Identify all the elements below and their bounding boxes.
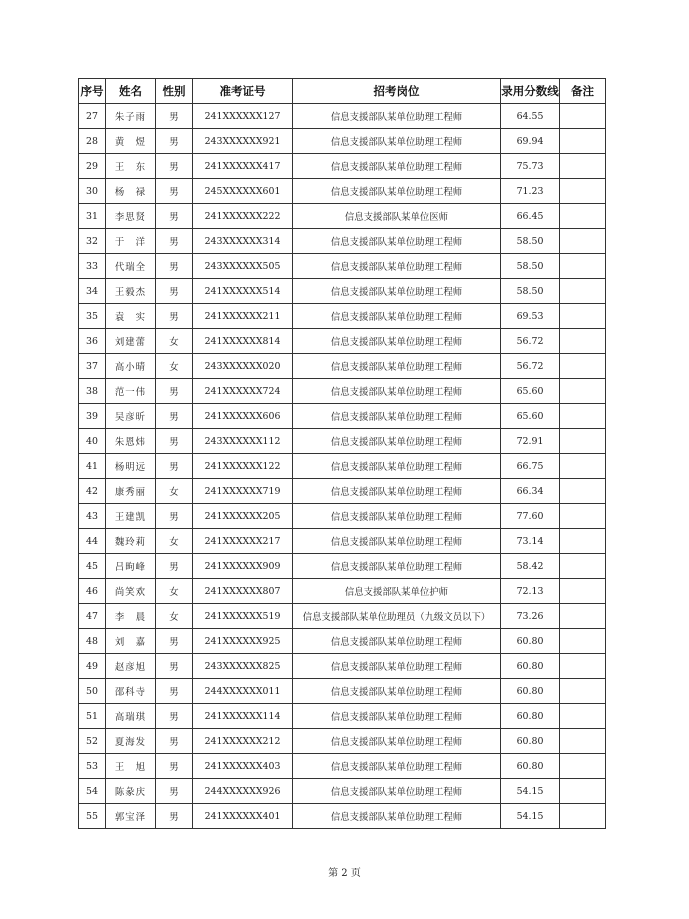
cell-exam-id: 241XXXXXX514 — [193, 279, 293, 304]
cell-index: 51 — [79, 704, 106, 729]
cell-gender: 男 — [156, 554, 193, 579]
cell-exam-id: 244XXXXXX011 — [193, 679, 293, 704]
cell-score: 60.80 — [501, 654, 560, 679]
cell-remarks — [560, 679, 606, 704]
cell-gender: 男 — [156, 229, 193, 254]
table-row — [79, 429, 606, 454]
cell-score: 72.13 — [501, 579, 560, 604]
cell-gender: 男 — [156, 154, 193, 179]
cell-gender: 男 — [156, 754, 193, 779]
cell-position: 信息支援部队某单位助理工程师 — [293, 404, 501, 429]
cell-index: 30 — [79, 179, 106, 204]
page-number: 第 2 页 — [328, 868, 361, 879]
cell-position: 信息支援部队某单位助理工程师 — [293, 329, 501, 354]
cell-index: 37 — [79, 354, 106, 379]
cell-exam-id: 241XXXXXX925 — [193, 629, 293, 654]
cell-position: 信息支援部队某单位助理工程师 — [293, 379, 501, 404]
cell-index: 32 — [79, 229, 106, 254]
cell-exam-id: 241XXXXXX122 — [193, 454, 293, 479]
cell-gender: 女 — [156, 529, 193, 554]
header-position: 招考岗位 — [293, 79, 501, 104]
cell-remarks — [560, 604, 606, 629]
cell-index: 39 — [79, 404, 106, 429]
cell-position: 信息支援部队某单位助理工程师 — [293, 704, 501, 729]
cell-exam-id: 243XXXXXX921 — [193, 129, 293, 154]
cell-gender: 女 — [156, 329, 193, 354]
cell-index: 52 — [79, 729, 106, 754]
cell-score: 58.50 — [501, 279, 560, 304]
cell-name: 杨明远 — [106, 454, 156, 479]
header-exam-id: 准考证号 — [193, 79, 293, 104]
table-row — [79, 704, 606, 729]
cell-remarks — [560, 329, 606, 354]
cell-position: 信息支援部队某单位医师 — [293, 204, 501, 229]
table-row — [79, 304, 606, 329]
cell-exam-id: 243XXXXXX505 — [193, 254, 293, 279]
cell-index: 27 — [79, 104, 106, 129]
cell-exam-id: 241XXXXXX814 — [193, 329, 293, 354]
cell-score: 56.72 — [501, 354, 560, 379]
table-row — [79, 179, 606, 204]
cell-gender: 男 — [156, 654, 193, 679]
cell-exam-id: 241XXXXXX127 — [193, 104, 293, 129]
cell-score: 72.91 — [501, 429, 560, 454]
cell-remarks — [560, 479, 606, 504]
cell-score: 77.60 — [501, 504, 560, 529]
cell-gender: 男 — [156, 629, 193, 654]
cell-score: 71.23 — [501, 179, 560, 204]
cell-name: 夏海发 — [106, 729, 156, 754]
cell-score: 60.80 — [501, 754, 560, 779]
cell-position: 信息支援部队某单位助理工程师 — [293, 179, 501, 204]
cell-position: 信息支援部队某单位护师 — [293, 579, 501, 604]
cell-position: 信息支援部队某单位助理工程师 — [293, 729, 501, 754]
cell-index: 53 — [79, 754, 106, 779]
cell-index: 29 — [79, 154, 106, 179]
header-score: 录用分数线 — [501, 79, 560, 104]
cell-remarks — [560, 354, 606, 379]
cell-index: 28 — [79, 129, 106, 154]
cell-position: 信息支援部队某单位助理工程师 — [293, 754, 501, 779]
cell-name: 高小晴 — [106, 354, 156, 379]
table-row — [79, 129, 606, 154]
cell-score: 69.53 — [501, 304, 560, 329]
cell-name: 黄 煜 — [106, 129, 156, 154]
cell-gender: 男 — [156, 279, 193, 304]
table-row — [79, 154, 606, 179]
table-row — [79, 729, 606, 754]
cell-position: 信息支援部队某单位助理工程师 — [293, 554, 501, 579]
table-row — [79, 279, 606, 304]
table-row — [79, 454, 606, 479]
cell-remarks — [560, 804, 606, 829]
cell-name: 朱恩炜 — [106, 429, 156, 454]
cell-position: 信息支援部队某单位助理工程师 — [293, 254, 501, 279]
cell-gender: 女 — [156, 354, 193, 379]
cell-exam-id: 241XXXXXX417 — [193, 154, 293, 179]
cell-exam-id: 241XXXXXX205 — [193, 504, 293, 529]
cell-index: 46 — [79, 579, 106, 604]
cell-exam-id: 241XXXXXX807 — [193, 579, 293, 604]
cell-score: 65.60 — [501, 404, 560, 429]
cell-gender: 女 — [156, 479, 193, 504]
cell-position: 信息支援部队某单位助理工程师 — [293, 479, 501, 504]
cell-exam-id: 241XXXXXX114 — [193, 704, 293, 729]
cell-gender: 女 — [156, 579, 193, 604]
cell-score: 56.72 — [501, 329, 560, 354]
cell-position: 信息支援部队某单位助理员（九级文员以下） — [293, 604, 501, 629]
cell-remarks — [560, 279, 606, 304]
cell-remarks — [560, 179, 606, 204]
cell-score: 66.75 — [501, 454, 560, 479]
table-row — [79, 754, 606, 779]
cell-exam-id: 241XXXXXX401 — [193, 804, 293, 829]
cell-index: 48 — [79, 629, 106, 654]
cell-index: 47 — [79, 604, 106, 629]
table-row — [79, 104, 606, 129]
cell-remarks — [560, 254, 606, 279]
cell-score: 66.34 — [501, 479, 560, 504]
cell-score: 54.15 — [501, 779, 560, 804]
cell-gender: 男 — [156, 504, 193, 529]
cell-score: 73.14 — [501, 529, 560, 554]
cell-gender: 男 — [156, 204, 193, 229]
cell-position: 信息支援部队某单位助理工程师 — [293, 779, 501, 804]
cell-gender: 男 — [156, 404, 193, 429]
cell-exam-id: 241XXXXXX403 — [193, 754, 293, 779]
cell-remarks — [560, 529, 606, 554]
cell-score: 60.80 — [501, 704, 560, 729]
cell-index: 42 — [79, 479, 106, 504]
cell-remarks — [560, 579, 606, 604]
table-row — [79, 529, 606, 554]
cell-name: 王毅杰 — [106, 279, 156, 304]
cell-remarks — [560, 204, 606, 229]
table-row — [79, 804, 606, 829]
cell-name: 尚笑欢 — [106, 579, 156, 604]
cell-position: 信息支援部队某单位助理工程师 — [293, 104, 501, 129]
cell-remarks — [560, 454, 606, 479]
cell-index: 44 — [79, 529, 106, 554]
cell-index: 35 — [79, 304, 106, 329]
cell-exam-id: 243XXXXXX020 — [193, 354, 293, 379]
cell-name: 代瑞全 — [106, 254, 156, 279]
cell-score: 60.80 — [501, 679, 560, 704]
cell-name: 杨 禄 — [106, 179, 156, 204]
cell-index: 36 — [79, 329, 106, 354]
cell-gender: 女 — [156, 604, 193, 629]
cell-gender: 男 — [156, 679, 193, 704]
cell-score: 60.80 — [501, 629, 560, 654]
cell-name: 刘 嘉 — [106, 629, 156, 654]
table-row — [79, 479, 606, 504]
cell-exam-id: 243XXXXXX314 — [193, 229, 293, 254]
cell-gender: 男 — [156, 254, 193, 279]
cell-index: 55 — [79, 804, 106, 829]
cell-exam-id: 241XXXXXX519 — [193, 604, 293, 629]
cell-exam-id: 241XXXXXX222 — [193, 204, 293, 229]
cell-position: 信息支援部队某单位助理工程师 — [293, 304, 501, 329]
cell-index: 49 — [79, 654, 106, 679]
cell-gender: 男 — [156, 729, 193, 754]
cell-position: 信息支援部队某单位助理工程师 — [293, 804, 501, 829]
cell-remarks — [560, 554, 606, 579]
cell-gender: 男 — [156, 429, 193, 454]
cell-position: 信息支援部队某单位助理工程师 — [293, 454, 501, 479]
cell-remarks — [560, 754, 606, 779]
cell-name: 王建凯 — [106, 504, 156, 529]
cell-exam-id: 241XXXXXX724 — [193, 379, 293, 404]
cell-index: 43 — [79, 504, 106, 529]
cell-remarks — [560, 129, 606, 154]
cell-position: 信息支援部队某单位助理工程师 — [293, 154, 501, 179]
cell-name: 吕昫峰 — [106, 554, 156, 579]
cell-remarks — [560, 104, 606, 129]
cell-index: 38 — [79, 379, 106, 404]
table-row — [79, 654, 606, 679]
cell-remarks — [560, 729, 606, 754]
cell-position: 信息支援部队某单位助理工程师 — [293, 229, 501, 254]
cell-remarks — [560, 429, 606, 454]
cell-exam-id: 241XXXXXX606 — [193, 404, 293, 429]
cell-position: 信息支援部队某单位助理工程师 — [293, 629, 501, 654]
cell-name: 李 晨 — [106, 604, 156, 629]
cell-position: 信息支援部队某单位助理工程师 — [293, 504, 501, 529]
cell-index: 54 — [79, 779, 106, 804]
cell-remarks — [560, 654, 606, 679]
cell-gender: 男 — [156, 704, 193, 729]
cell-name: 李思贤 — [106, 204, 156, 229]
cell-exam-id: 243XXXXXX112 — [193, 429, 293, 454]
cell-name: 吴彦昕 — [106, 404, 156, 429]
cell-exam-id: 245XXXXXX601 — [193, 179, 293, 204]
cell-remarks — [560, 629, 606, 654]
cell-gender: 男 — [156, 779, 193, 804]
table-body — [79, 104, 606, 829]
table-row — [79, 329, 606, 354]
table-header-row — [79, 79, 606, 104]
cell-name: 赵彦旭 — [106, 654, 156, 679]
table-row — [79, 579, 606, 604]
cell-remarks — [560, 379, 606, 404]
results-table — [78, 78, 606, 829]
cell-position: 信息支援部队某单位助理工程师 — [293, 529, 501, 554]
cell-exam-id: 241XXXXXX211 — [193, 304, 293, 329]
cell-name: 高瑞琪 — [106, 704, 156, 729]
cell-exam-id: 244XXXXXX926 — [193, 779, 293, 804]
table-row — [79, 254, 606, 279]
cell-name: 康秀丽 — [106, 479, 156, 504]
cell-remarks — [560, 304, 606, 329]
cell-remarks — [560, 704, 606, 729]
cell-remarks — [560, 154, 606, 179]
cell-position: 信息支援部队某单位助理工程师 — [293, 654, 501, 679]
header-remarks: 备注 — [560, 79, 606, 104]
cell-name: 刘建蕾 — [106, 329, 156, 354]
cell-index: 50 — [79, 679, 106, 704]
cell-score: 69.94 — [501, 129, 560, 154]
cell-score: 66.45 — [501, 204, 560, 229]
cell-score: 65.60 — [501, 379, 560, 404]
cell-score: 54.15 — [501, 804, 560, 829]
header-gender: 性别 — [156, 79, 193, 104]
table-row — [79, 554, 606, 579]
cell-gender: 男 — [156, 379, 193, 404]
cell-remarks — [560, 404, 606, 429]
cell-exam-id: 241XXXXXX217 — [193, 529, 293, 554]
cell-name: 魏玲莉 — [106, 529, 156, 554]
cell-index: 33 — [79, 254, 106, 279]
cell-gender: 男 — [156, 104, 193, 129]
cell-index: 34 — [79, 279, 106, 304]
cell-name: 邵科寺 — [106, 679, 156, 704]
cell-name: 王 东 — [106, 154, 156, 179]
cell-position: 信息支援部队某单位助理工程师 — [293, 429, 501, 454]
cell-name: 于 洋 — [106, 229, 156, 254]
cell-remarks — [560, 504, 606, 529]
cell-score: 60.80 — [501, 729, 560, 754]
cell-score: 58.50 — [501, 254, 560, 279]
cell-name: 陈彖庆 — [106, 779, 156, 804]
cell-score: 58.42 — [501, 554, 560, 579]
header-index: 序号 — [79, 79, 106, 104]
table-row — [79, 679, 606, 704]
cell-gender: 男 — [156, 804, 193, 829]
table-row — [79, 629, 606, 654]
cell-gender: 男 — [156, 179, 193, 204]
cell-remarks — [560, 779, 606, 804]
cell-name: 朱子雨 — [106, 104, 156, 129]
cell-position: 信息支援部队某单位助理工程师 — [293, 129, 501, 154]
cell-exam-id: 241XXXXXX212 — [193, 729, 293, 754]
cell-position: 信息支援部队某单位助理工程师 — [293, 679, 501, 704]
table-row — [79, 404, 606, 429]
cell-position: 信息支援部队某单位助理工程师 — [293, 279, 501, 304]
table-row — [79, 504, 606, 529]
cell-index: 31 — [79, 204, 106, 229]
header-name: 姓名 — [106, 79, 156, 104]
table-row — [79, 379, 606, 404]
cell-score: 58.50 — [501, 229, 560, 254]
cell-index: 41 — [79, 454, 106, 479]
cell-name: 袁 实 — [106, 304, 156, 329]
cell-position: 信息支援部队某单位助理工程师 — [293, 354, 501, 379]
table-row — [79, 354, 606, 379]
table-row — [79, 604, 606, 629]
cell-name: 范一伟 — [106, 379, 156, 404]
cell-index: 40 — [79, 429, 106, 454]
cell-score: 75.73 — [501, 154, 560, 179]
table-row — [79, 779, 606, 804]
cell-name: 王 旭 — [106, 754, 156, 779]
cell-gender: 男 — [156, 304, 193, 329]
cell-score: 73.26 — [501, 604, 560, 629]
cell-exam-id: 241XXXXXX719 — [193, 479, 293, 504]
cell-remarks — [560, 229, 606, 254]
cell-index: 45 — [79, 554, 106, 579]
cell-score: 64.55 — [501, 104, 560, 129]
cell-gender: 男 — [156, 129, 193, 154]
table-row — [79, 229, 606, 254]
cell-exam-id: 243XXXXXX825 — [193, 654, 293, 679]
cell-name: 郭宝泽 — [106, 804, 156, 829]
cell-gender: 男 — [156, 454, 193, 479]
cell-exam-id: 241XXXXXX909 — [193, 554, 293, 579]
table-row — [79, 204, 606, 229]
